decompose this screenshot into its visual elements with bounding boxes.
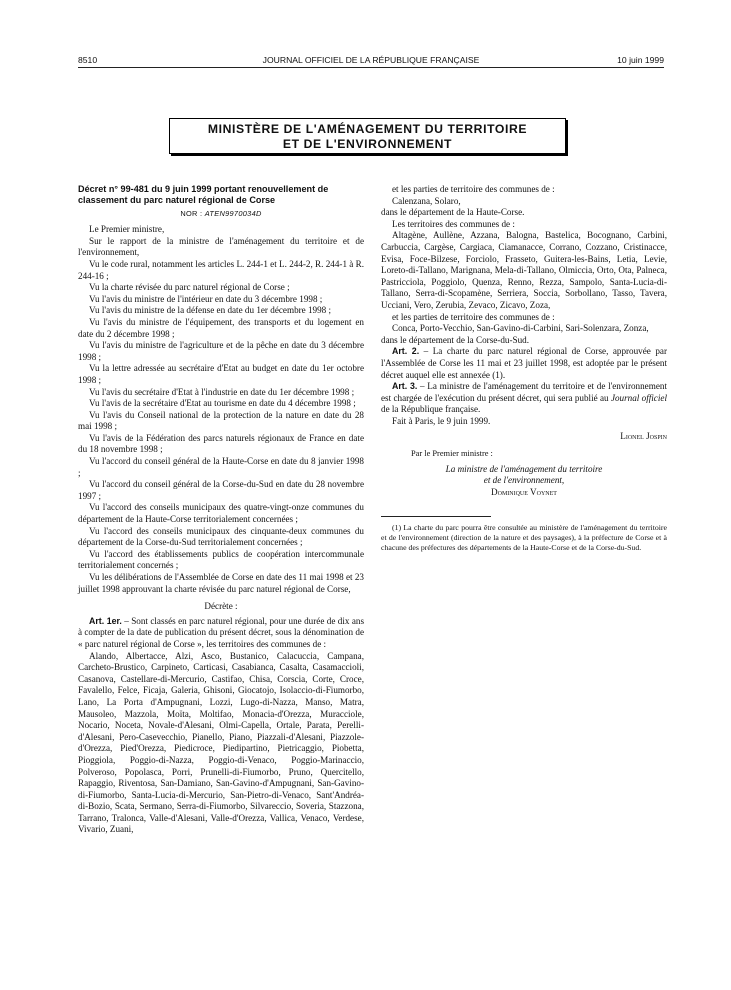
footnote-divider: [381, 516, 491, 517]
footnote-1: (1) La charte du parc pourra être consultée au ministère de l'aménagement du territoire et de l'environnement (direction de la nature et des paysages), à la préfecture de Corse et à chacune des préfectures des départements de la Haute-Corse et de la Corse-du-Sud.: [381, 523, 667, 552]
intro-paragraph: Vu l'avis du secrétaire d'Etat à l'industrie en date du 1er décembre 1998 ;: [89, 386, 355, 397]
parties-haute-corse: Calenzana, Solaro,: [392, 195, 461, 206]
minister-title-line-1: La ministre de l'aménagement du territoire: [445, 463, 603, 474]
department-corse-du-sud: dans le département de la Corse-du-Sud.: [381, 334, 529, 345]
intro-paragraph: Vu l'accord du conseil général de la Corse-du-Sud en date du 28 novembre 1997 ;: [78, 479, 364, 501]
signature-ministre: Dominique Voynet: [491, 486, 557, 497]
intro-paragraph: Vu l'avis du ministre de l'agriculture et de la pêche en date du 3 décembre 1998 ;: [78, 340, 364, 362]
right-column: [381, 184, 667, 553]
nor-label: NOR :: [180, 208, 203, 218]
article-3-label: Art. 3.: [392, 381, 418, 392]
intro-paragraph: Vu l'avis de la Fédération des parcs naturels régionaux de France en date du 18 novembre 1998 ;: [78, 432, 364, 455]
intro-paragraph: Vu l'accord du conseil général de la Haute-Corse en date du 8 janvier 1998 ;: [78, 456, 364, 478]
journal-officiel-ref: Journal officiel: [610, 392, 667, 403]
department-haute-corse: dans le département de la Haute-Corse.: [381, 207, 525, 218]
intro-paragraph: Vu l'accord des conseils municipaux des quatre-vingt-onze communes du département de la Haute-Corse territorialement concernées ;: [78, 502, 364, 525]
nor-reference: [78, 208, 364, 220]
intro-paragraph: Vu le code rural, notamment les articles L. 244-1 et L. 244-2, R. 244-1 à R. 244-16 ;: [78, 258, 364, 281]
decrete-heading: Décrète :: [204, 601, 238, 612]
intro-paragraph: Vu l'avis de la secrétaire d'Etat au tourisme en date du 4 décembre 1998 ;: [89, 398, 356, 409]
article-2-label: Art. 2.: [392, 346, 420, 357]
signature-premier-ministre: Lionel Jospin: [620, 431, 667, 442]
article-3-text-a: – La ministre de l'aménagement du territoire et de l'environnement est chargée de l'exécution du présent décret, qui sera publié au: [381, 381, 667, 403]
intro-paragraph: Vu l'avis du ministre de la défense en date du 1er décembre 1998 ;: [89, 305, 332, 316]
page-number: 8510: [78, 55, 98, 65]
article-3: [381, 381, 667, 416]
communes-corse-du-sud: Altagène, Aullène, Azzana, Balogna, Bastelica, Bocognano, Carbini, Carbuccia, Cargèse, Cargiaca, Ciamanacce, Corrano, Cozzano, Cristinacce, Evisa, Foce-Bilzese, Forciolo, Frasseto, Guitera-les-Bains, Letia, Levie, Loreto-di-Tallano, Marignana, Mela-di-Tallano, Olmiccia, Orto, Ota, Palneca, Pastricciola, Poggiolo, Quenza, Renno, Rezza, Sampolo, Santa-Lucia-di-Tallano, Serra-di-Scopamène, Serriera, Soccia, Sorbollano, Tasso, Tavera, Ucciani, Vero, Zerubia, Zevaco, Zicavo, Zoza,: [381, 230, 667, 310]
parties-corse-du-sud: Conca, Porto-Vecchio, San-Gavino-di-Carbini, Sari-Solenzara, Zonza,: [392, 323, 649, 334]
article-1-text: – Sont classés en parc naturel régional, pour une durée de dix ans à compter de la date de publication du présent décret, sous la dénomination de « parc naturel régional de Corse », les territoires des communes de :: [78, 615, 364, 649]
article-3-text-b: de la République française.: [381, 404, 481, 415]
intro-paragraph: Le Premier ministre,: [89, 224, 165, 235]
decree-title: Décret n° 99-481 du 9 juin 1999 portant renouvellement de classement du parc naturel régional de Corse: [78, 184, 329, 205]
minister-title-line-2: et de l'environnement,: [483, 475, 565, 486]
communes-haute-corse: Alando, Albertacce, Alzi, Asco, Bustanico, Calacuccia, Campana, Carcheto-Brustico, Carpineto, Carticasi, Casabianca, Casalta, Casamaccioli, Casanova, Castellare-di-Mercurio, Castifao, Chisa, Corscia, Corte, Croce, Favalello, Felce, Ficaja, Galeria, Ghisoni, Giocatojo, Isolaccio-di-Fiumorbo, Lano, La Porta d'Ampugnani, Lozzi, Lugo-di-Nazza, Manso, Matra, Mausoleo, Mazzola, Moïta, Moltifao, Monacia-d'Orezza, Muracciole, Nocario, Noceta, Novale-d'Alesani, Olmi-Capella, Ortale, Parata, Perelli-d'Alesani, Pero-Casevecchio, Pianello, Piano, Piazzali-d'Alesani, Piazzole-d'Orezza, Pied'Orezza, Piedicroce, Piedipartino, Pietricaggio, Piobetta, Pioggiola, Poggio-di-Nazza, Poggio-di-Venaco, Poggio-Marinaccio, Polveroso, Popolasca, Porri, Prunelli-di-Fiumorbo, Pruno, Quercitello, Rapaggio, Riventosa, San-Damiano, San-Gavino-d'Ampugnani, San-Gavino-di-Fiumorbo, Santa-Lucia-di-Mercurio, San-Pietro-di-Venaco, Sant'Andréa-di-Bozio, Scata, Sermano, Serra-di-Fiumorbo, Silvareccio, Soveria, Stazzona, Tarrano, Tralonca, Valle-d'Alesani, Valle-d'Orezza, Vallica, Venaco, Verdese, Vivario, Zuani,: [78, 650, 364, 835]
parties-corse-du-sud-intro: et les parties de territoire des communes de :: [392, 311, 555, 322]
territoires-intro: Les territoires des communes de :: [392, 218, 515, 229]
ministry-heading-line-1: MINISTÈRE DE L'AMÉNAGEMENT DU TERRITOIRE: [207, 122, 528, 136]
article-2: [381, 346, 667, 381]
intro-paragraph: Vu l'accord des conseils municipaux des cinquante-deux communes du département de la Corse-du-Sud territorialement concernées ;: [78, 525, 364, 548]
intro-paragraph: Vu la lettre adressée au secrétaire d'Etat au budget en date du 1er octobre 1998 ;: [78, 363, 364, 385]
intro-paragraph: Sur le rapport de la ministre de l'aménagement du territoire et de l'environnement,: [78, 235, 364, 258]
article-1: [78, 616, 364, 651]
par-le-premier-ministre: Par le Premier ministre :: [411, 449, 493, 459]
article-1-label: Art. 1er.: [89, 615, 122, 626]
ministry-heading-line-2: ET DE L'ENVIRONNEMENT: [282, 137, 453, 151]
intro-paragraph: Vu l'avis du ministre de l'intérieur en date du 3 décembre 1998 ;: [89, 293, 323, 304]
nor-value: ATEN9970034D: [204, 208, 262, 218]
intro-paragraph: Vu les délibérations de l'Assemblée de Corse en date des 11 mai 1998 et 23 juillet 1998 approuvant la charte révisée du parc naturel régional de Corse,: [78, 572, 364, 594]
ministry-heading-box: [169, 118, 566, 154]
intro-paragraph: Vu l'avis du Conseil national de la protection de la nature en date du 28 mai 1998 ;: [78, 409, 364, 432]
journal-title: JOURNAL OFFICIEL DE LA RÉPUBLIQUE FRANÇAISE: [262, 55, 480, 65]
intro-paragraph: Vu l'avis du ministre de l'équipement, des transports et du logement en date du 2 décembre 1998 ;: [78, 316, 364, 339]
left-column: [78, 184, 364, 836]
fait-a-paris: Fait à Paris, le 9 juin 1999.: [392, 415, 491, 426]
running-header: [78, 55, 664, 68]
parties-haute-corse-intro: et les parties de territoire des communes de :: [392, 184, 555, 194]
intro-paragraph: Vu l'accord des établissements publics de coopération intercommunale territorialement concernés ;: [78, 548, 364, 571]
intro-paragraph: Vu la charte révisée du parc naturel régional de Corse ;: [89, 282, 290, 293]
article-2-text: – La charte du parc naturel régional de Corse, approuvée par l'Assemblée de Corse les 11 mai et 23 juillet 1998, est adoptée par le présent décret auquel elle est annexée (1).: [381, 346, 667, 380]
issue-date: 10 juin 1999: [617, 55, 664, 65]
